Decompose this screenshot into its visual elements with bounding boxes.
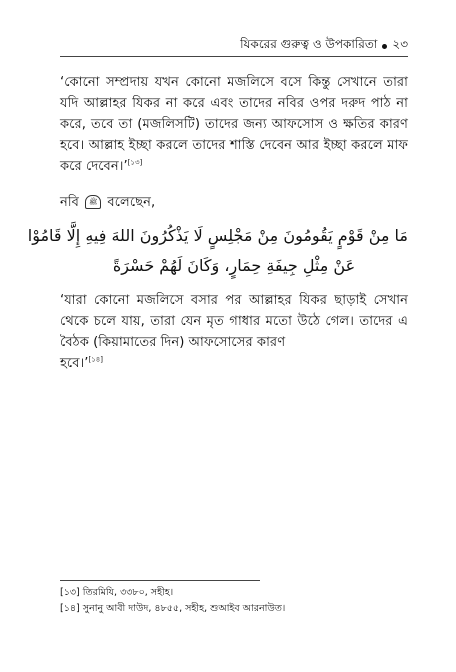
footnote-13: [১৩] তিরমিযি, ৩৩৮০, সহীহ। — [60, 587, 174, 598]
salawat-icon: ﷺ — [85, 195, 101, 209]
intro-before: নবি — [60, 195, 79, 210]
intro-after: বলেছেন, — [107, 195, 156, 210]
running-header — [240, 36, 408, 56]
quote-2-end: হবে।’ — [60, 356, 89, 371]
arabic-hadith-line-1: مَا مِنْ قَوْمٍ يَقُومُونَ مِنْ مَجْلِسٍ لَا يَذْكُرُونَ اللهَ فِيهِ إِلَّا قَامُوْا — [27, 226, 408, 245]
footnote-ref-13: [১৩] — [127, 158, 143, 167]
bullet-dot — [382, 44, 387, 49]
chapter-title: যিকরের গুরুত্ব ও উপকারিতা — [240, 37, 378, 51]
quote-paragraph-1 — [60, 72, 408, 177]
footnote-rule — [60, 580, 260, 581]
page-number: ২৩ — [392, 37, 408, 51]
quote-paragraph-2 — [60, 290, 408, 374]
footnote-ref-14: [১৪] — [88, 355, 104, 364]
quote-2-text: ‘যারা কোনো মজলিসে বসার পর আল্লাহর যিকর ছাড়াই সেখান থেকে চলে যায়, তারা যেন মৃত গাধার মতো উঠে গেল। তাদের এ বৈঠক (কিয়ামাতের দিন) আফসোসের কারণ — [60, 293, 408, 350]
quote-2-end-line — [60, 353, 408, 374]
quote-1-text: ‘কোনো সম্প্রদায় যখন কোনো মজলিসে বসে কিন্তু সেখানে তারা যদি আল্লাহর যিকর না করে এবং তাদের নবির ওপর দরুদ পাঠ না করে, তবে তা (মজলিসটি) তাদের জন্য আফসোস ও ক্ষতির কারণ হবে। আল্লাহ ইচ্ছা করলে তাদের শাস্তি দেবেন আর ইচ্ছা করলে মাফ করে দেবেন।’ — [60, 75, 408, 174]
footnote-14: [১৪] সুনানু আবী দাউদ, ৪৮৫৫, সহীহ, শুআইব আরনাউত। — [60, 603, 286, 614]
intro-line — [60, 193, 155, 213]
header-rule — [60, 56, 408, 57]
arabic-hadith-line-2: عَنْ مِثْلِ جِيفَةِ حِمَارٍ، وَكَانَ لَهُمْ حَسْرَةً — [112, 256, 356, 275]
